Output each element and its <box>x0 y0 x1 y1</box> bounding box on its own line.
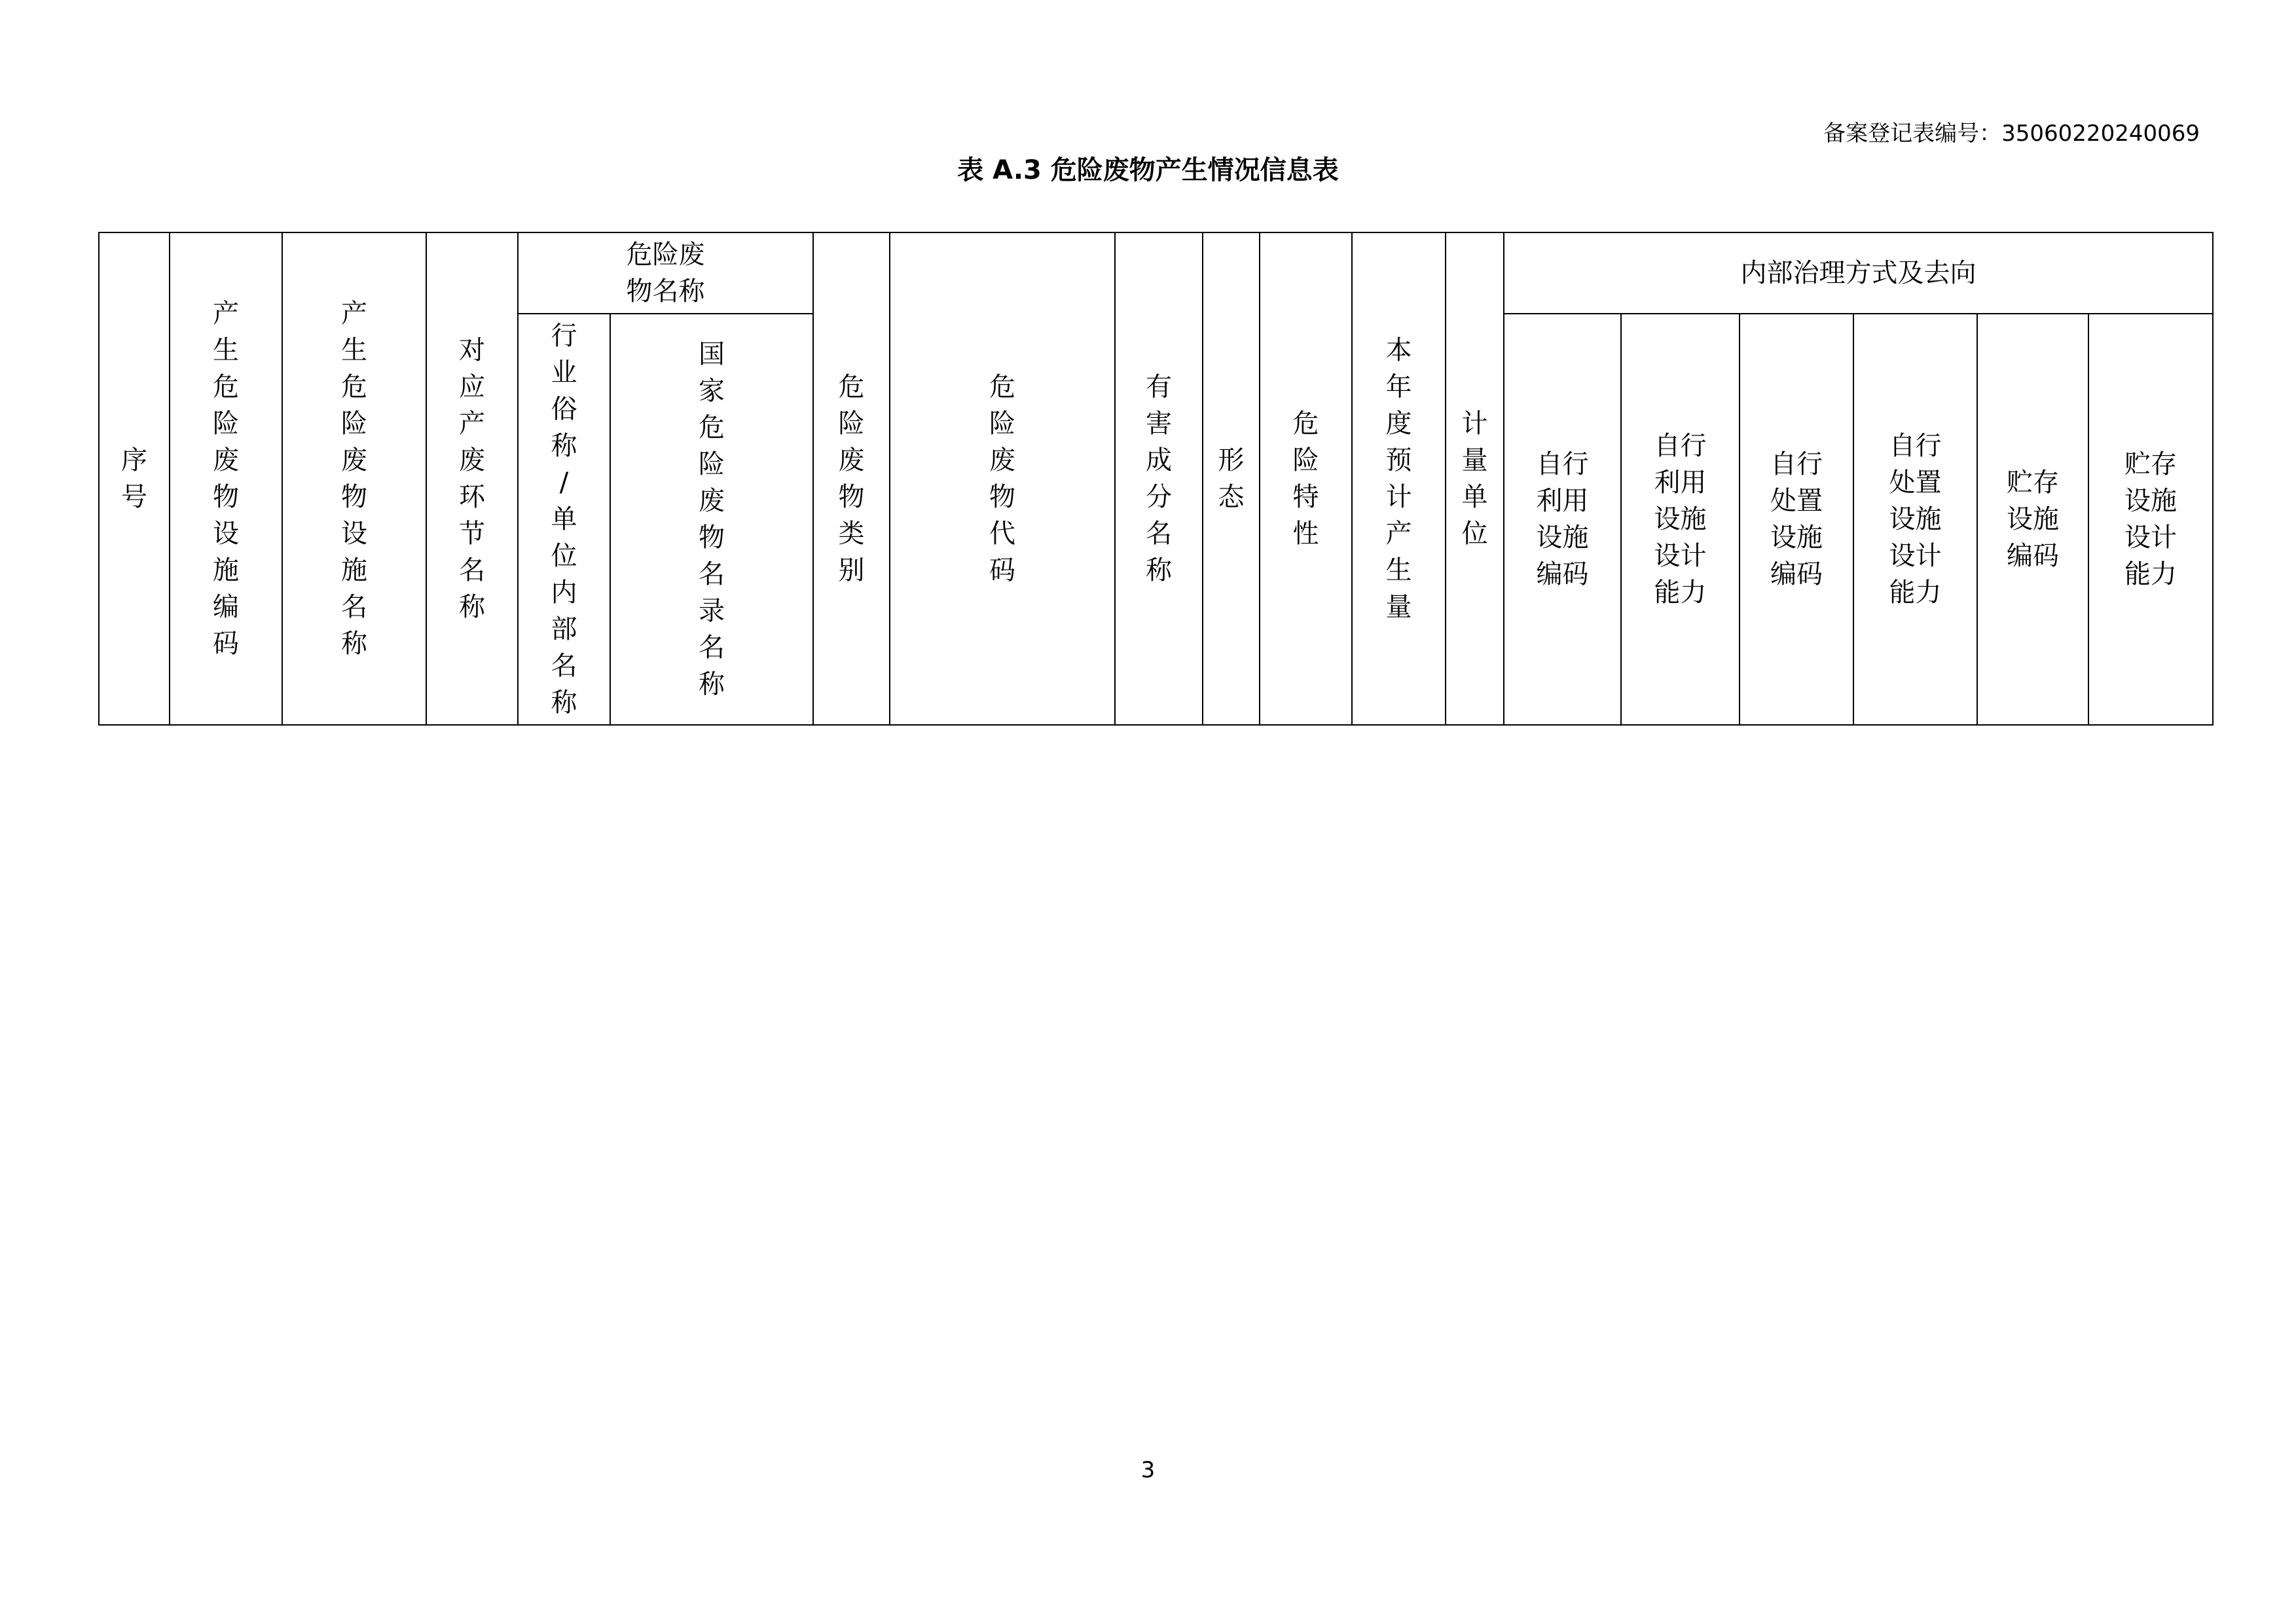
header-national-name: 国 家 危 险 废 物 名 录 名 称 <box>610 314 813 725</box>
header-self-use-capacity: 自行 利用 设施 设计 能力 <box>1621 314 1740 725</box>
page-number: 3 <box>1140 1457 1156 1483</box>
header-waste-name-group: 危险废 物名称 <box>518 232 813 314</box>
page-title: 表 A.3 危险废物产生情况信息表 <box>957 155 1339 185</box>
header-self-use-code: 自行 利用 设施 编码 <box>1504 314 1621 725</box>
header-code: 危 险 废 物 代 码 <box>890 232 1115 725</box>
header-hazardous-components: 有 害 成 分 名 称 <box>1115 232 1203 725</box>
hazardous-waste-table <box>98 232 2214 726</box>
header-annual-output: 本 年 度 预 计 产 生 量 <box>1352 232 1446 725</box>
header-facility-code: 产 生 危 险 废 物 设 施 编 码 <box>170 232 282 725</box>
header-industry-name: 行 业 俗 称 / 单 位 内 部 名 称 <box>518 314 610 725</box>
header-process-name: 对 应 产 废 环 节 名 称 <box>426 232 518 725</box>
header-seq: 序 号 <box>99 232 170 725</box>
header-form: 形 态 <box>1203 232 1260 725</box>
header-internal-treatment-group: 内部治理方式及去向 <box>1504 232 2213 314</box>
header-self-disposal-capacity: 自行 处置 设施 设计 能力 <box>1853 314 1977 725</box>
registration-number-label: 备案登记表编号：35060220240069 <box>1823 120 2200 147</box>
header-facility-name: 产 生 危 险 废 物 设 施 名 称 <box>282 232 426 725</box>
header-unit: 计 量 单 位 <box>1446 232 1504 725</box>
header-category: 危 险 废 物 类 别 <box>813 232 890 725</box>
header-storage-code: 贮存 设施 编码 <box>1977 314 2088 725</box>
header-hazard-property: 危 险 特 性 <box>1260 232 1352 725</box>
header-storage-capacity: 贮存 设施 设计 能力 <box>2088 314 2213 725</box>
header-self-disposal-code: 自行 处置 设施 编码 <box>1740 314 1853 725</box>
